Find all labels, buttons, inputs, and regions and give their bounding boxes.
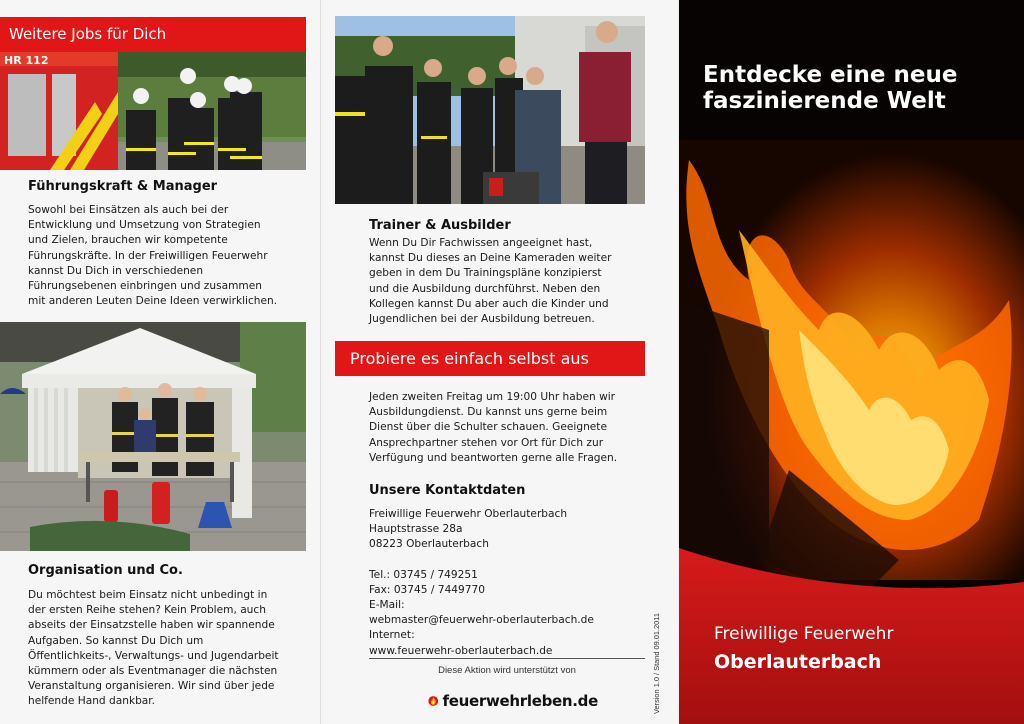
text-line: Veranstaltung organisieren. Wir sind über jede [28, 680, 275, 693]
hero-title [703, 62, 1013, 114]
text-training-day [369, 390, 645, 466]
contact-email-link[interactable]: webmaster@feuerwehr-oberlauterbach.de [369, 614, 594, 627]
text-line: Verfügung und beantworten gerne alle Fragen. [369, 451, 618, 464]
text-line: kannst Du Dich in verschiedenen [28, 264, 204, 277]
sponsor-divider [369, 658, 645, 659]
text-line: Ansprechpartner stehen vor Ort für Dich zur [369, 436, 604, 449]
org-name-line-1: Freiwillige Feuerwehr [714, 624, 894, 644]
photo-info-tent [0, 322, 306, 551]
text-line: kannst Du dieses an Deine Kameraden weiter [369, 252, 612, 265]
heading-trainer: Trainer & Ausbilder [369, 218, 511, 233]
text-line: Wenn Du Dir Fachwissen angeeignet hast, [369, 237, 593, 249]
version-note: Version 1.0 / Stand 09.01.2011 [652, 613, 661, 714]
text-line: und Zielen, brauchen wir kompetente [28, 234, 228, 247]
contact-details [369, 507, 649, 659]
banner-try-it [335, 341, 645, 376]
hero-title-line-1: Entdecke eine neue [703, 62, 958, 88]
contact-tel: Tel.: 03745 / 749251 [369, 568, 478, 581]
hero-title-line-2: faszinierende Welt [703, 88, 946, 114]
logo-text: feuerwehrleben.de [442, 692, 598, 710]
contact-internet-label: Internet: [369, 629, 415, 642]
panel-cover [679, 0, 1024, 724]
text-line: Aufgaben. So kannst Du Dich um [28, 634, 204, 647]
contact-fax: Fax: 03745 / 7449770 [369, 583, 486, 596]
text-line: Sowohl bei Einsätzen als auch bei der [28, 204, 229, 216]
panel-left [0, 0, 320, 724]
text-line: Führungskräfte. In der Freiwilligen Feuerwehr [28, 249, 268, 262]
text-line: und die Ausbildung durchführst. Neben den [369, 282, 601, 295]
text-line: Öffentlichkeits-, Verwaltungs- und Jugendarbeit [28, 649, 279, 662]
text-line: mit anderen Leuten Deine Ideen verwirklichen. [28, 295, 278, 308]
text-trainer [369, 236, 645, 327]
banner-more-jobs [0, 17, 306, 52]
feuerwehrleben-logo[interactable] [428, 686, 598, 716]
photo-training-group [335, 16, 645, 204]
text-line: geben in dem Du Trainingspläne konzipierst [369, 267, 602, 280]
banner-more-jobs-text: Weitere Jobs für Dich [9, 25, 167, 43]
text-line: Jugendlichen bei der Ausbildung betreuen. [369, 313, 595, 326]
org-name-line-2: Oberlauterbach [714, 651, 882, 673]
text-organisation [28, 588, 306, 710]
text-line: kümmern oder als Eventmanager die nächsten [28, 665, 278, 678]
contact-city: 08223 Oberlauterbach [369, 538, 489, 551]
text-line: abseits der Einsatzstelle haben wir spannende [28, 619, 275, 632]
truck-label: HR 112 [4, 54, 49, 67]
flame-logo-icon [428, 687, 439, 715]
sponsor-text: Diese Aktion wird unterstützt von [438, 665, 576, 676]
contact-email-label: E-Mail: [369, 599, 405, 612]
text-line: Führungsebenen einbringen und zusammen [28, 280, 262, 293]
contact-name: Freiwillige Feuerwehr Oberlauterbach [369, 508, 568, 520]
spacer [369, 553, 649, 568]
heading-organisation: Organisation und Co. [28, 563, 183, 578]
heading-contact: Unsere Kontaktdaten [369, 483, 526, 498]
text-line: Du möchtest beim Einsatz nicht unbedingt in [28, 589, 268, 601]
text-line: Kollegen kannst Du aber auch die Kinder und [369, 297, 609, 310]
text-line: Jeden zweiten Freitag um 19:00 Uhr haben wir [369, 391, 616, 403]
heading-manager: Führungskraft & Manager [28, 179, 218, 194]
text-line: helfende Hand dankbar. [28, 695, 156, 708]
text-manager [28, 203, 306, 309]
banner-try-it-text: Probiere es einfach selbst aus [350, 348, 589, 368]
contact-street: Hauptstrasse 28a [369, 523, 463, 536]
text-line: der ersten Reihe stehen? Kein Problem, auch [28, 604, 266, 617]
contact-website-link[interactable]: www.feuerwehr-oberlauterbach.de [369, 644, 553, 657]
photo-firefighters-truck [0, 52, 306, 170]
text-line: Ausbildungdienst. Du kannst uns gerne beim [369, 406, 608, 419]
text-line: Entwicklung und Umsetzung von Strategien [28, 219, 261, 232]
text-line: Dienst über die Schulter schauen. Geeignete [369, 421, 607, 434]
